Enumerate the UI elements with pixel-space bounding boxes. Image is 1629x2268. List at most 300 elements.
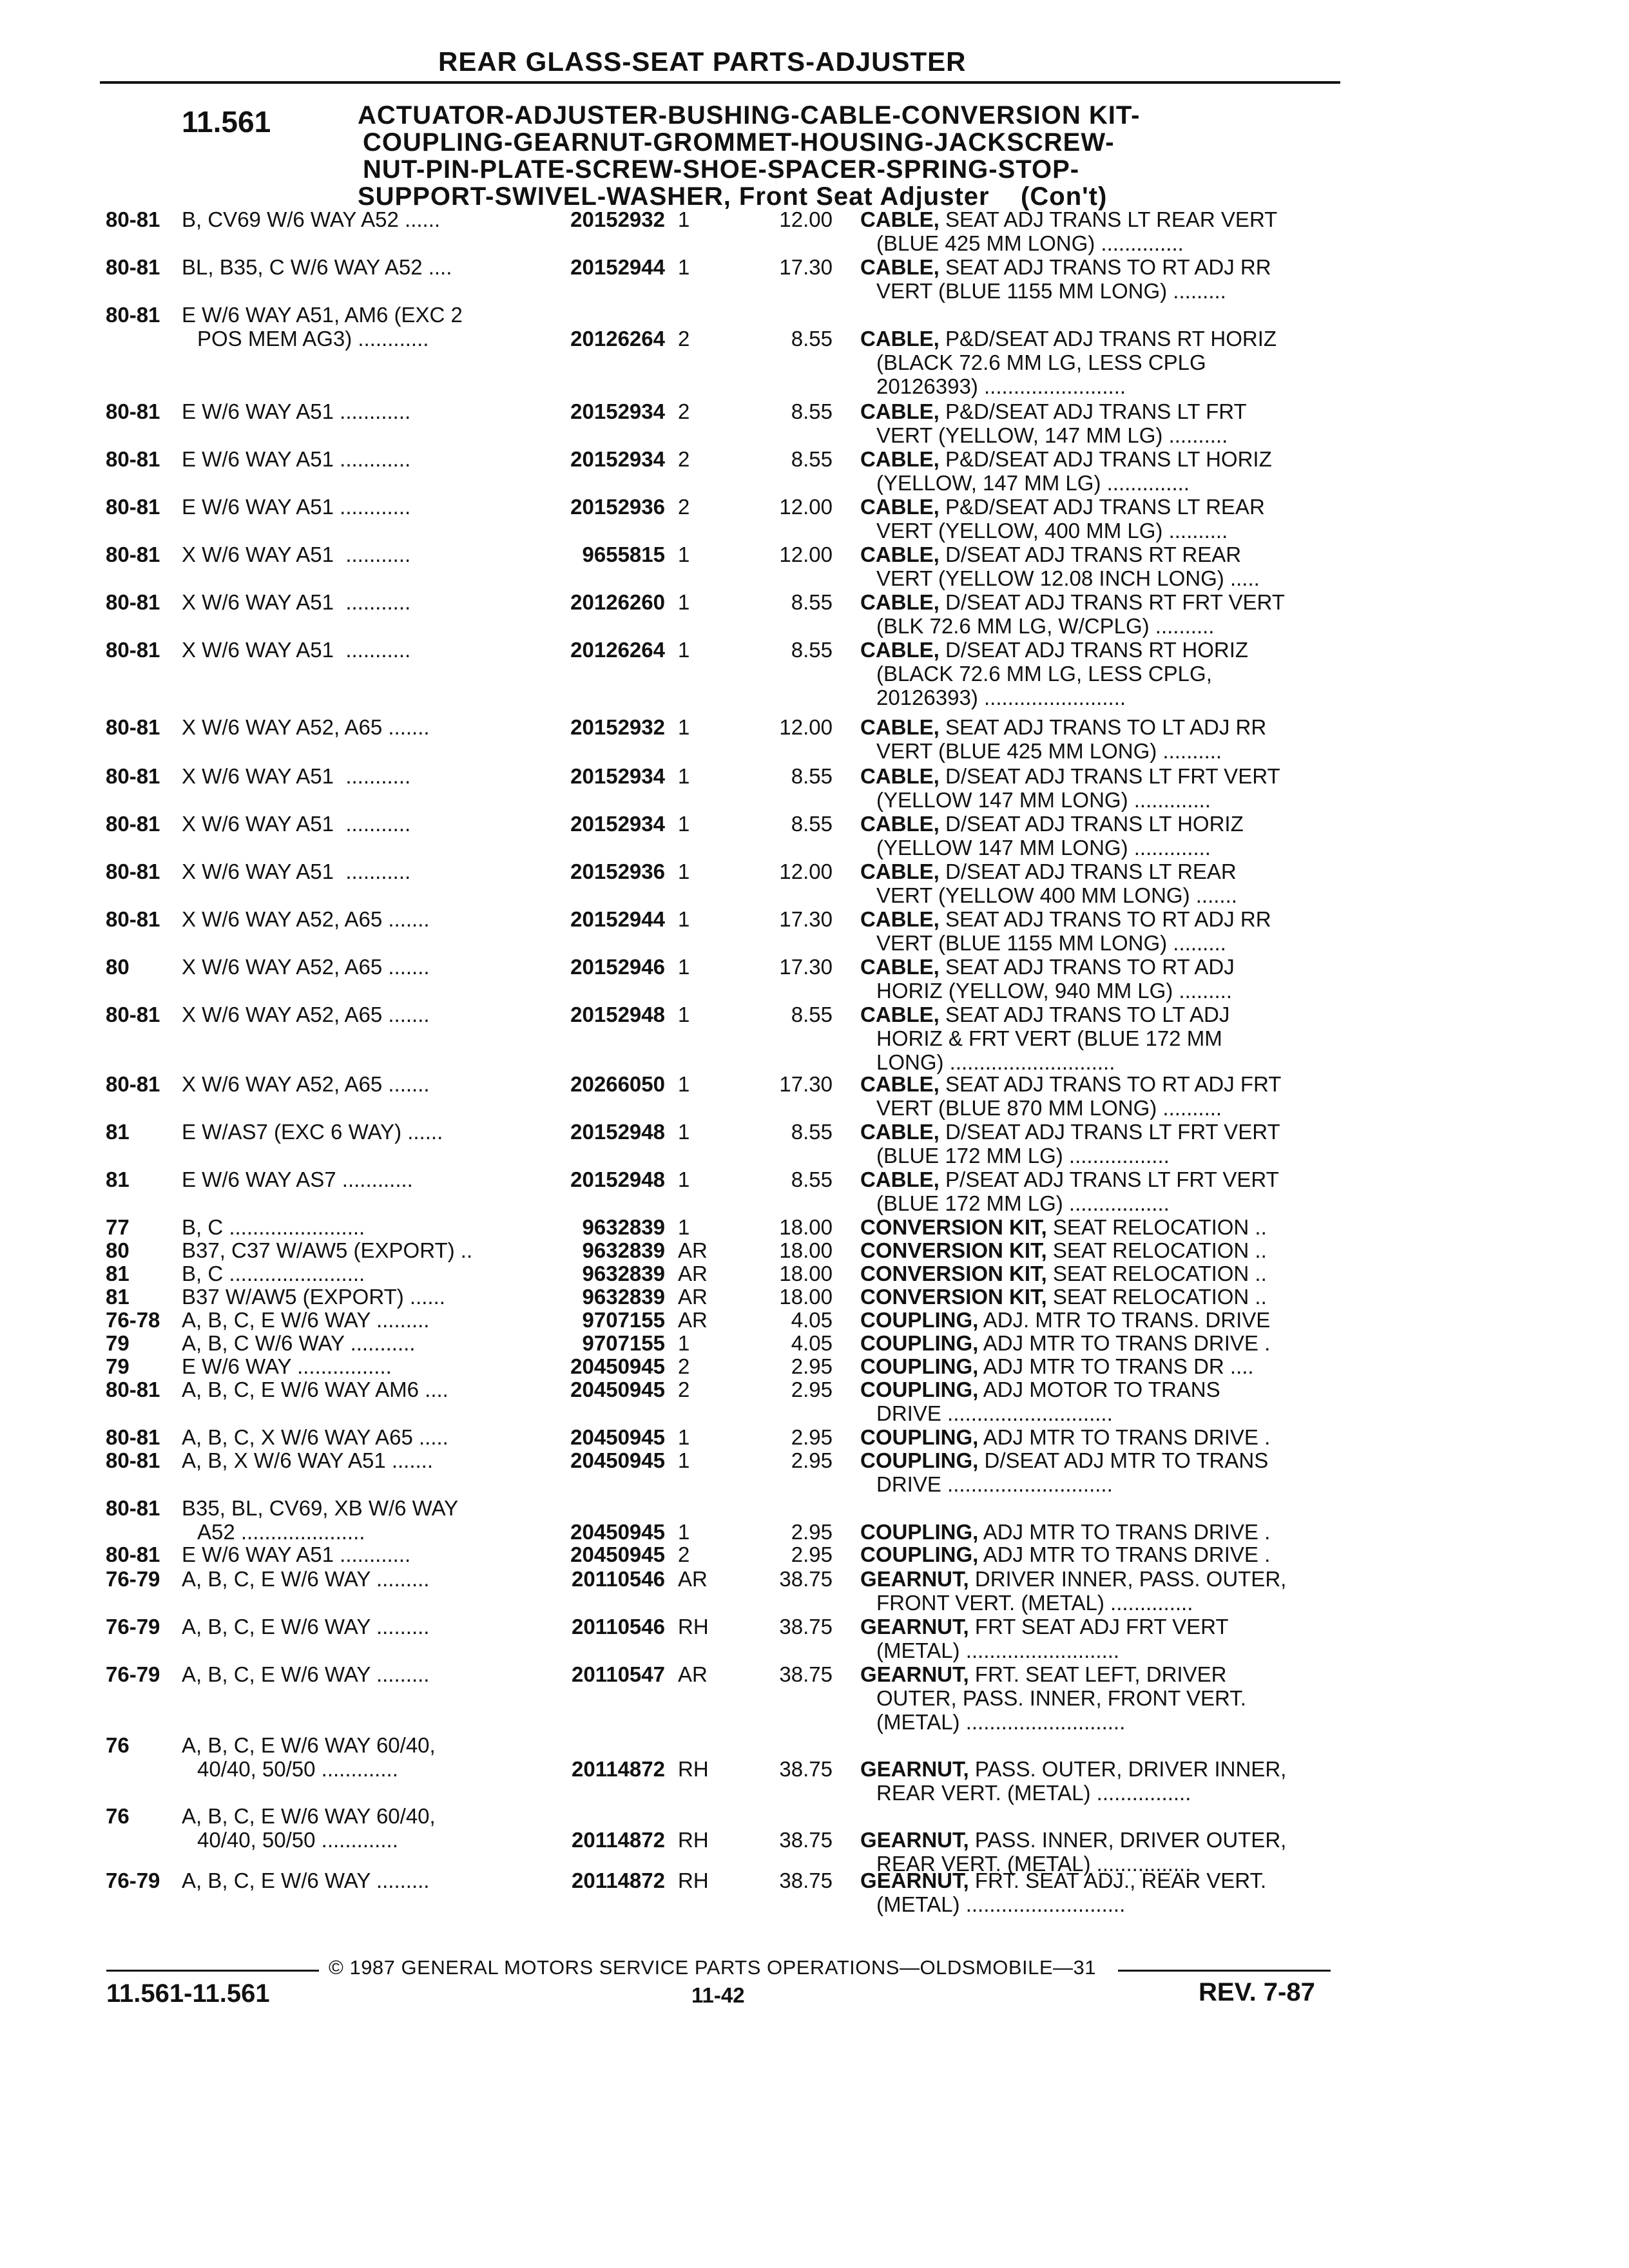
price: 4.05 <box>791 1308 833 1332</box>
model-application: B, CV69 W/6 WAY A52 ...... <box>182 207 441 231</box>
part-name: CABLE, <box>860 1120 940 1144</box>
price: 8.55 <box>791 327 833 351</box>
model-year: 80-81 <box>106 812 160 836</box>
quantity: AR <box>678 1308 708 1332</box>
part-name: COUPLING, <box>860 1308 979 1332</box>
part-detail: FRT. SEAT ADJ., REAR VERT. <box>969 1869 1267 1892</box>
part-description-cont: VERT (YELLOW, 147 MM LG) .......... <box>876 423 1228 447</box>
model-application: E W/AS7 (EXC 6 WAY) ...... <box>182 1120 443 1144</box>
part-number: 20152944 <box>570 255 665 279</box>
part-name: CABLE, <box>860 255 940 279</box>
part-detail: SEAT ADJ TRANS TO RT ADJ RR <box>939 907 1271 931</box>
price: 12.00 <box>779 207 833 231</box>
quantity: 2 <box>678 399 690 423</box>
quantity: 1 <box>678 1120 690 1144</box>
price: 38.75 <box>779 1757 833 1781</box>
part-name: CABLE, <box>860 860 940 883</box>
model-year: 80-81 <box>106 1542 160 1566</box>
model-year: 81 <box>106 1168 130 1191</box>
price: 38.75 <box>779 1869 833 1892</box>
part-detail: P&D/SEAT ADJ TRANS RT HORIZ <box>939 327 1277 351</box>
quantity: 1 <box>678 638 690 662</box>
part-detail: FRT SEAT ADJ FRT VERT <box>969 1615 1229 1639</box>
part-description <box>860 1120 1280 1144</box>
model-application: B37, C37 W/AW5 (EXPORT) .. <box>182 1238 473 1262</box>
part-number: 20450945 <box>570 1448 665 1472</box>
part-detail: SEAT ADJ TRANS LT REAR VERT <box>939 207 1278 231</box>
price: 12.00 <box>779 495 833 519</box>
quantity: 2 <box>678 1542 690 1566</box>
part-number: 20450945 <box>570 1378 665 1401</box>
price: 12.00 <box>779 543 833 566</box>
model-application: X W/6 WAY A51 ........... <box>182 764 411 788</box>
model-application: X W/6 WAY A51 ........... <box>182 543 411 566</box>
part-detail: ADJ MTR TO TRANS DRIVE . <box>978 1331 1271 1355</box>
part-number: 20450945 <box>570 1542 665 1566</box>
price: 18.00 <box>779 1285 833 1309</box>
part-number: 20152934 <box>570 399 665 423</box>
part-number: 20152944 <box>570 907 665 931</box>
part-description <box>860 399 1247 423</box>
group-heading <box>358 102 1140 210</box>
part-number: 20450945 <box>570 1354 665 1378</box>
price: 18.00 <box>779 1238 833 1262</box>
part-name: CONVERSION KIT, <box>860 1262 1047 1285</box>
model-application: B, C ....................... <box>182 1262 365 1285</box>
part-description-cont: VERT (BLUE 1155 MM LONG) ......... <box>876 931 1226 955</box>
model-year: 80-81 <box>106 1496 160 1520</box>
part-name: GEARNUT, <box>860 1662 969 1686</box>
part-number: 9707155 <box>582 1331 665 1355</box>
part-number: 9632839 <box>582 1285 665 1309</box>
part-number: 9632839 <box>582 1215 665 1239</box>
quantity: RH <box>678 1869 709 1892</box>
part-number: 20450945 <box>570 1520 665 1544</box>
model-year: 81 <box>106 1120 130 1144</box>
quantity: 1 <box>678 255 690 279</box>
price: 8.55 <box>791 590 833 614</box>
quantity: AR <box>678 1662 708 1686</box>
model-year: 80 <box>106 1238 130 1262</box>
model-year: 80-81 <box>106 255 160 279</box>
part-description-cont: (YELLOW 147 MM LONG) ............. <box>876 788 1211 812</box>
model-year: 80-81 <box>106 715 160 739</box>
part-detail: SEAT ADJ TRANS TO RT ADJ RR <box>939 255 1271 279</box>
quantity: 2 <box>678 447 690 471</box>
part-name: CABLE, <box>860 764 940 788</box>
part-description <box>860 1072 1281 1096</box>
part-description <box>860 1828 1286 1852</box>
price: 18.00 <box>779 1262 833 1285</box>
part-number: 20152934 <box>570 447 665 471</box>
price: 2.95 <box>791 1448 833 1472</box>
part-detail: ADJ MTR TO TRANS DRIVE . <box>978 1520 1271 1544</box>
part-description <box>860 1168 1279 1191</box>
price: 12.00 <box>779 860 833 883</box>
part-detail: P&D/SEAT ADJ TRANS LT FRT <box>939 399 1247 423</box>
quantity: 1 <box>678 543 690 566</box>
part-name: CABLE, <box>860 907 940 931</box>
model-year: 80-81 <box>106 1378 160 1401</box>
price: 17.30 <box>779 1072 833 1096</box>
part-number: 20152948 <box>570 1003 665 1026</box>
part-number: 20152936 <box>570 860 665 883</box>
part-detail: ADJ MTR TO TRANS DRIVE . <box>978 1542 1271 1566</box>
quantity: 1 <box>678 1003 690 1026</box>
part-name: CABLE, <box>860 1003 940 1026</box>
part-number: 20110546 <box>571 1567 665 1591</box>
part-name: COUPLING, <box>860 1378 979 1401</box>
part-name: GEARNUT, <box>860 1567 969 1591</box>
quantity: RH <box>678 1828 709 1852</box>
model-application: X W/6 WAY A52, A65 ....... <box>182 715 430 739</box>
part-description <box>860 1615 1229 1639</box>
quantity: 2 <box>678 1378 690 1401</box>
price: 8.55 <box>791 1168 833 1191</box>
part-name: CABLE, <box>860 955 940 979</box>
part-description-cont: HORIZ (YELLOW, 940 MM LG) ......... <box>876 979 1232 1003</box>
quantity: 1 <box>678 764 690 788</box>
model-year: 80-81 <box>106 207 160 231</box>
part-name: COUPLING, <box>860 1354 979 1378</box>
part-detail: FRT. SEAT LEFT, DRIVER <box>969 1662 1227 1686</box>
model-year: 76-79 <box>106 1869 160 1892</box>
part-name: COUPLING, <box>860 1448 979 1472</box>
part-detail: P&D/SEAT ADJ TRANS LT HORIZ <box>939 447 1272 471</box>
part-number: 20126264 <box>570 327 665 351</box>
quantity: AR <box>678 1285 708 1309</box>
part-name: CABLE, <box>860 715 940 739</box>
part-detail: D/SEAT ADJ MTR TO TRANS <box>978 1448 1269 1472</box>
model-year: 80-81 <box>106 303 160 327</box>
model-year: 76 <box>106 1804 130 1828</box>
price: 8.55 <box>791 447 833 471</box>
model-application: A, B, C, E W/6 WAY ......... <box>182 1869 430 1892</box>
footer-rule-right <box>1118 1970 1331 1972</box>
part-description-cont: (BLACK 72.6 MM LG, LESS CPLG, <box>876 662 1212 686</box>
model-application: X W/6 WAY A51 ........... <box>182 638 411 662</box>
model-year: 79 <box>106 1331 130 1355</box>
part-detail: D/SEAT ADJ TRANS RT FRT VERT <box>939 590 1285 614</box>
model-year: 80-81 <box>106 860 160 883</box>
part-number: 20152932 <box>570 715 665 739</box>
part-description-cont: VERT (BLUE 870 MM LONG) .......... <box>876 1096 1222 1120</box>
part-description-cont: VERT (YELLOW 12.08 INCH LONG) ..... <box>876 566 1260 590</box>
part-description <box>860 1285 1267 1309</box>
part-number: 20152932 <box>570 207 665 231</box>
model-year: 79 <box>106 1354 130 1378</box>
part-description <box>860 1262 1267 1285</box>
part-name: CABLE, <box>860 399 940 423</box>
part-detail: D/SEAT ADJ TRANS LT FRT VERT <box>939 1120 1280 1144</box>
model-application: A, B, C, E W/6 WAY 60/40, <box>182 1733 436 1757</box>
part-description <box>860 590 1285 614</box>
part-name: COUPLING, <box>860 1331 979 1355</box>
quantity: 1 <box>678 955 690 979</box>
part-number: 20450945 <box>570 1425 665 1449</box>
price: 18.00 <box>779 1215 833 1239</box>
quantity: 2 <box>678 495 690 519</box>
price: 8.55 <box>791 638 833 662</box>
part-detail: D/SEAT ADJ TRANS LT FRT VERT <box>939 764 1280 788</box>
model-application: X W/6 WAY A52, A65 ....... <box>182 1072 430 1096</box>
quantity: AR <box>678 1567 708 1591</box>
part-description <box>860 1520 1270 1544</box>
model-application: X W/6 WAY A51 ........... <box>182 590 411 614</box>
model-application: E W/6 WAY A51 ............ <box>182 447 411 471</box>
price: 2.95 <box>791 1378 833 1401</box>
model-year: 76-79 <box>106 1567 160 1591</box>
part-description <box>860 1542 1270 1566</box>
part-description <box>860 1215 1267 1239</box>
part-description <box>860 1567 1286 1591</box>
quantity: 1 <box>678 907 690 931</box>
model-application: B37 W/AW5 (EXPORT) ...... <box>182 1285 445 1309</box>
part-number: 20114872 <box>571 1828 665 1852</box>
part-name: GEARNUT, <box>860 1828 969 1852</box>
model-year: 80-81 <box>106 1425 160 1449</box>
quantity: 1 <box>678 1425 690 1449</box>
part-detail: ADJ. MTR TO TRANS. DRIVE <box>978 1308 1271 1332</box>
part-description-cont: 20126393) ........................ <box>876 374 1126 398</box>
price: 2.95 <box>791 1354 833 1378</box>
footer-copyright: © 1987 GENERAL MOTORS SERVICE PARTS OPERATIONS—OLDSMOBILE—31 <box>329 1956 1097 1979</box>
footer-rule-left <box>106 1970 319 1972</box>
model-application: A, B, C, E W/6 WAY ......... <box>182 1308 430 1332</box>
part-number: 9632839 <box>582 1238 665 1262</box>
part-number: 20152948 <box>570 1168 665 1191</box>
model-year: 80-81 <box>106 638 160 662</box>
part-name: GEARNUT, <box>860 1615 969 1639</box>
part-name: COUPLING, <box>860 1542 979 1566</box>
model-year: 81 <box>106 1262 130 1285</box>
part-number: 20152948 <box>570 1120 665 1144</box>
part-name: CABLE, <box>860 1072 940 1096</box>
quantity: 1 <box>678 1331 690 1355</box>
model-year: 76 <box>106 1733 130 1757</box>
part-number: 20110547 <box>571 1662 665 1686</box>
part-description-cont: (METAL) ........................... <box>876 1710 1126 1734</box>
part-description-cont: (BLK 72.6 MM LG, W/CPLG) .......... <box>876 614 1215 638</box>
model-year: 80-81 <box>106 1448 160 1472</box>
part-number: 20152934 <box>570 812 665 836</box>
part-detail: SEAT ADJ TRANS TO RT ADJ FRT <box>939 1072 1282 1096</box>
model-year: 80-81 <box>106 495 160 519</box>
quantity: 1 <box>678 207 690 231</box>
model-year: 76-78 <box>106 1308 160 1332</box>
part-detail: ADJ MTR TO TRANS DR .... <box>978 1354 1254 1378</box>
part-detail: D/SEAT ADJ TRANS RT HORIZ <box>939 638 1249 662</box>
part-number: 20152936 <box>570 495 665 519</box>
part-name: CABLE, <box>860 543 940 566</box>
part-description <box>860 1331 1270 1355</box>
part-description-cont: VERT (YELLOW, 400 MM LG) .......... <box>876 519 1228 543</box>
price: 17.30 <box>779 955 833 979</box>
part-detail: SEAT ADJ TRANS TO LT ADJ RR <box>939 715 1267 739</box>
part-name: CABLE, <box>860 812 940 836</box>
group-code: 11.561 <box>182 105 271 139</box>
group-heading-line: NUT-PIN-PLATE-SCREW-SHOE-SPACER-SPRING-STOP- <box>363 155 1080 184</box>
model-year: 77 <box>106 1215 130 1239</box>
part-detail: SEAT ADJ TRANS TO LT ADJ <box>939 1003 1230 1026</box>
part-name: CABLE, <box>860 495 940 519</box>
part-detail: SEAT RELOCATION .. <box>1046 1262 1267 1285</box>
part-detail: ADJ MTR TO TRANS DRIVE . <box>978 1425 1271 1449</box>
quantity: AR <box>678 1262 708 1285</box>
part-name: CABLE, <box>860 447 940 471</box>
quantity: 1 <box>678 1168 690 1191</box>
price: 12.00 <box>779 715 833 739</box>
part-description-cont: (YELLOW, 147 MM LG) .............. <box>876 471 1190 495</box>
model-application: E W/6 WAY ................ <box>182 1354 392 1378</box>
part-detail: SEAT RELOCATION .. <box>1046 1215 1267 1239</box>
price: 8.55 <box>791 812 833 836</box>
footer-group-range: 11.561-11.561 <box>106 1979 270 2008</box>
model-application: A, B, X W/6 WAY A51 ....... <box>182 1448 434 1472</box>
price: 2.95 <box>791 1542 833 1566</box>
part-description <box>860 955 1235 979</box>
part-description-cont: FRONT VERT. (METAL) .............. <box>876 1591 1193 1615</box>
part-description <box>860 1448 1268 1472</box>
part-name: COUPLING, <box>860 1520 979 1544</box>
part-description-cont: (METAL) .......................... <box>876 1639 1120 1662</box>
model-year: 76-79 <box>106 1662 160 1686</box>
model-year: 80-81 <box>106 764 160 788</box>
part-name: CABLE, <box>860 638 940 662</box>
part-detail: PASS. INNER, DRIVER OUTER, <box>969 1828 1287 1852</box>
part-description-cont: (BLACK 72.6 MM LG, LESS CPLG <box>876 351 1206 374</box>
price: 2.95 <box>791 1520 833 1544</box>
part-description <box>860 1003 1229 1026</box>
model-year: 81 <box>106 1285 130 1309</box>
quantity: RH <box>678 1615 709 1639</box>
group-heading-line: SUPPORT-SWIVEL-WASHER, Front Seat Adjuster (Con't) <box>358 182 1108 211</box>
price: 38.75 <box>779 1662 833 1686</box>
part-name: CONVERSION KIT, <box>860 1238 1047 1262</box>
part-detail: D/SEAT ADJ TRANS LT HORIZ <box>939 812 1244 836</box>
part-description-cont: (METAL) ........................... <box>876 1892 1126 1916</box>
part-description <box>860 327 1277 351</box>
part-detail: D/SEAT ADJ TRANS RT REAR <box>939 543 1242 566</box>
header-rule <box>100 81 1340 84</box>
part-detail: DRIVER INNER, PASS. OUTER, <box>969 1567 1287 1591</box>
price: 8.55 <box>791 1003 833 1026</box>
part-number: 9655815 <box>582 543 665 566</box>
model-application: X W/6 WAY A52, A65 ....... <box>182 1003 430 1026</box>
model-application: X W/6 WAY A51 ........... <box>182 860 411 883</box>
model-application-cont: A52 ..................... <box>197 1520 365 1544</box>
part-description <box>860 638 1248 662</box>
part-description-cont: VERT (BLUE 1155 MM LONG) ......... <box>876 279 1226 303</box>
group-heading-line: COUPLING-GEARNUT-GROMMET-HOUSING-JACKSCREW- <box>363 128 1115 157</box>
part-detail: P&D/SEAT ADJ TRANS LT REAR <box>939 495 1265 519</box>
part-description <box>860 1238 1267 1262</box>
part-description-cont: (BLUE 425 MM LONG) .............. <box>876 231 1184 255</box>
price: 8.55 <box>791 764 833 788</box>
quantity: 1 <box>678 1072 690 1096</box>
quantity: 1 <box>678 1215 690 1239</box>
price: 17.30 <box>779 255 833 279</box>
model-application: A, B, C, X W/6 WAY A65 ..... <box>182 1425 448 1449</box>
quantity: 1 <box>678 860 690 883</box>
model-application: A, B, C, E W/6 WAY ......... <box>182 1615 430 1639</box>
part-detail: SEAT RELOCATION .. <box>1046 1285 1267 1309</box>
price: 38.75 <box>779 1615 833 1639</box>
quantity: 1 <box>678 1520 690 1544</box>
model-application: X W/6 WAY A52, A65 ....... <box>182 907 430 931</box>
quantity: AR <box>678 1238 708 1262</box>
part-description-cont: (BLUE 172 MM LG) ................. <box>876 1191 1170 1215</box>
model-year: 76-79 <box>106 1615 160 1639</box>
part-number: 20126264 <box>570 638 665 662</box>
model-year: 80-81 <box>106 590 160 614</box>
price: 2.95 <box>791 1425 833 1449</box>
part-number: 20114872 <box>571 1869 665 1892</box>
part-name: COUPLING, <box>860 1425 979 1449</box>
model-year: 80-81 <box>106 399 160 423</box>
part-description <box>860 860 1237 883</box>
part-description-cont: REAR VERT. (METAL) ................ <box>876 1852 1191 1876</box>
part-description <box>860 1308 1270 1332</box>
part-description-cont: OUTER, PASS. INNER, FRONT VERT. <box>876 1686 1246 1710</box>
model-application: E W/6 WAY A51 ............ <box>182 399 411 423</box>
part-name: CONVERSION KIT, <box>860 1285 1047 1309</box>
part-name: CABLE, <box>860 590 940 614</box>
part-number: 9632839 <box>582 1262 665 1285</box>
price: 4.05 <box>791 1331 833 1355</box>
part-number: 20152946 <box>570 955 665 979</box>
part-description-cont: (YELLOW 147 MM LONG) ............. <box>876 836 1211 860</box>
part-description-cont: HORIZ & FRT VERT (BLUE 172 MM <box>876 1026 1222 1050</box>
model-year: 80-81 <box>106 543 160 566</box>
model-application: A, B, C, E W/6 WAY ......... <box>182 1662 430 1686</box>
part-description <box>860 907 1271 931</box>
model-application: E W/6 WAY A51 ............ <box>182 495 411 519</box>
part-description-cont: REAR VERT. (METAL) ................ <box>876 1781 1191 1805</box>
model-application: A, B, C, E W/6 WAY AM6 .... <box>182 1378 448 1401</box>
part-detail: D/SEAT ADJ TRANS LT REAR <box>939 860 1237 883</box>
part-description-cont: DRIVE ............................ <box>876 1472 1113 1496</box>
part-number: 9707155 <box>582 1308 665 1332</box>
model-application: B, C ....................... <box>182 1215 365 1239</box>
model-application: BL, B35, C W/6 WAY A52 .... <box>182 255 452 279</box>
quantity: 1 <box>678 812 690 836</box>
part-description-cont: 20126393) ........................ <box>876 686 1126 709</box>
model-application: A, B, C, E W/6 WAY ......... <box>182 1567 430 1591</box>
model-application: E W/6 WAY A51 ............ <box>182 1542 411 1566</box>
part-description <box>860 812 1244 836</box>
part-description <box>860 1662 1226 1686</box>
part-name: CONVERSION KIT, <box>860 1215 1047 1239</box>
part-description <box>860 1757 1286 1781</box>
model-application: E W/6 WAY AS7 ............ <box>182 1168 413 1191</box>
model-year: 80 <box>106 955 130 979</box>
model-year: 80-81 <box>106 1003 160 1026</box>
footer-revision: REV. 7-87 <box>1199 1978 1315 2006</box>
part-description <box>860 255 1271 279</box>
part-detail: P/SEAT ADJ TRANS LT FRT VERT <box>939 1168 1279 1191</box>
part-description-cont: LONG) ............................ <box>876 1050 1115 1074</box>
model-application: X W/6 WAY A51 ........... <box>182 812 411 836</box>
part-name: CABLE, <box>860 1168 940 1191</box>
price: 17.30 <box>779 907 833 931</box>
model-application-cont: 40/40, 50/50 ............. <box>197 1757 398 1781</box>
model-application: A, B, C W/6 WAY ........... <box>182 1331 416 1355</box>
part-detail: PASS. OUTER, DRIVER INNER, <box>969 1757 1287 1781</box>
part-description <box>860 207 1277 231</box>
part-detail: SEAT RELOCATION .. <box>1046 1238 1267 1262</box>
footer-page-number: 11-42 <box>691 1983 745 2007</box>
